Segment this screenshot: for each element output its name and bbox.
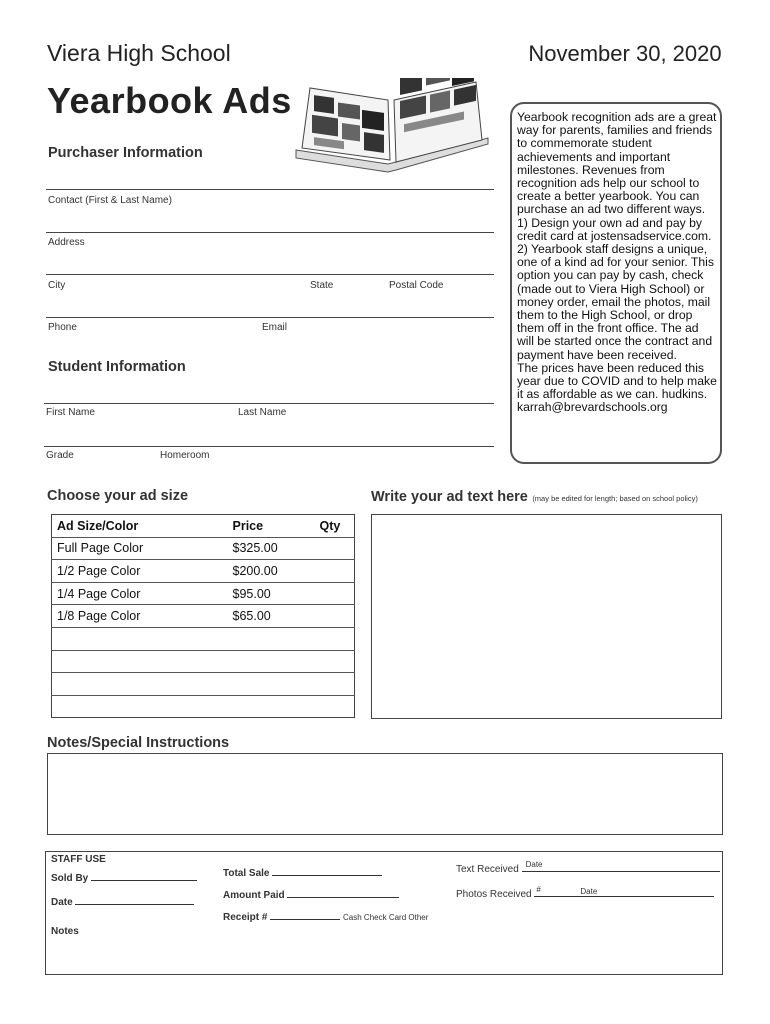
ad-size-cell: 1/8 Page Color	[52, 605, 228, 628]
staff-date-row	[51, 896, 194, 908]
photos-received-label: Photos Received	[456, 889, 532, 900]
col-header-qty: Qty	[319, 518, 341, 533]
table-header-row	[52, 515, 355, 538]
text-received-row	[456, 860, 720, 875]
price-cell: $200.00	[228, 560, 315, 583]
col-header-size: Ad Size/Color	[57, 518, 139, 533]
sold-by-field[interactable]	[91, 872, 197, 881]
address-label: Address	[48, 237, 85, 248]
amount-paid-field[interactable]	[287, 889, 399, 898]
payment-methods: Cash Check Card Other	[343, 913, 429, 922]
student-heading: Student Information	[48, 359, 186, 375]
info-paragraph-2: The prices have been reduced this year due to COVID and to help make it as affordable as we can. hudkins.	[517, 360, 717, 402]
notes-box[interactable]	[47, 753, 723, 835]
empty-cell[interactable]	[52, 695, 355, 718]
city-line[interactable]	[46, 274, 494, 275]
price-cell: $325.00	[228, 537, 315, 560]
table-row[interactable]	[52, 627, 355, 650]
phone-line[interactable]	[46, 317, 494, 318]
table-row[interactable]	[52, 560, 355, 583]
homeroom-label: Homeroom	[160, 450, 210, 461]
grade-label: Grade	[46, 450, 74, 461]
contact-line[interactable]	[46, 189, 494, 190]
table-row[interactable]	[52, 605, 355, 628]
empty-cell[interactable]	[52, 627, 355, 650]
col-header-price: Price	[232, 518, 264, 533]
table-row[interactable]	[52, 650, 355, 673]
total-sale-label: Total Sale	[223, 868, 270, 879]
first-name-label: First Name	[46, 407, 95, 418]
total-sale-row	[223, 867, 382, 879]
qty-cell[interactable]	[315, 605, 355, 628]
city-label: City	[48, 280, 66, 291]
contact-label: Contact (First & Last Name)	[48, 195, 172, 206]
grade-line[interactable]	[44, 446, 494, 447]
text-received-field[interactable]	[522, 860, 720, 872]
empty-cell[interactable]	[52, 650, 355, 673]
qty-cell[interactable]	[315, 560, 355, 583]
amount-paid-label: Amount Paid	[223, 890, 285, 901]
table-row[interactable]	[52, 582, 355, 605]
receipt-row	[223, 911, 428, 923]
ad-size-cell: Full Page Color	[52, 537, 228, 560]
postal-code-label: Postal Code	[389, 280, 444, 291]
price-cell: $95.00	[228, 582, 315, 605]
staff-use-heading: STAFF USE	[51, 854, 106, 865]
staff-date-field[interactable]	[75, 896, 194, 905]
sold-by-label: Sold By	[51, 873, 89, 884]
ad-size-heading: Choose your ad size	[47, 488, 189, 504]
price-cell: $65.00	[228, 605, 315, 628]
photos-date-label: Date	[580, 887, 598, 896]
school-name: Viera High School	[47, 40, 231, 66]
state-label: State	[310, 280, 334, 291]
table-row[interactable]	[52, 537, 355, 560]
contact-email: karrah@brevardschools.org	[517, 400, 668, 415]
staff-date-label: Date	[51, 897, 73, 908]
phone-label: Phone	[48, 322, 77, 333]
text-received-label: Text Received	[456, 864, 519, 875]
photos-received-field[interactable]	[534, 885, 714, 897]
info-text	[517, 111, 717, 415]
staff-notes-label: Notes	[51, 926, 79, 937]
student-name-line[interactable]	[44, 403, 494, 404]
ad-size-table	[51, 514, 355, 718]
ad-text-note: (may be edited for length; based on school policy)	[532, 494, 698, 503]
ad-text-heading-row	[371, 488, 698, 506]
last-name-label: Last Name	[238, 407, 287, 418]
form-date: November 30, 2020	[528, 41, 722, 66]
receipt-label: Receipt #	[223, 912, 268, 923]
photos-received-row	[456, 885, 714, 900]
ad-text-heading: Write your ad text here	[371, 489, 528, 505]
ad-text-box[interactable]	[371, 514, 722, 719]
email-label: Email	[262, 322, 288, 333]
ad-size-cell: 1/2 Page Color	[52, 560, 228, 583]
total-sale-field[interactable]	[272, 867, 382, 876]
amount-paid-row	[223, 889, 399, 901]
purchaser-heading: Purchaser Information	[48, 145, 203, 161]
info-paragraph: Yearbook recognition ads are a great way for parents, families and friends to commemorate student achievements and important milestones. Revenues from recognition ads help our school to create a better yearbook. You can purchase an ad two different ways. 1) Design your own ad and pay by credit card at jostensadservice.com. 2) Yearbook staff designs a unique, one of a kind ad for your senior. This option you can pay by cash, check (made out to Viera High School) or money order, email the photos, mail them to the High School, or drop them off in the front office. The ad will be started once the contract and payment have been received.	[517, 110, 717, 362]
ad-size-cell: 1/4 Page Color	[52, 582, 228, 605]
address-line[interactable]	[46, 232, 494, 233]
table-row[interactable]	[52, 695, 355, 718]
photos-hash-label: #	[536, 885, 541, 894]
sold-by-row	[51, 872, 197, 884]
yearbook-photo	[292, 78, 492, 174]
table-row[interactable]	[52, 673, 355, 696]
text-received-date-label: Date	[525, 860, 543, 869]
page-title: Yearbook Ads	[47, 80, 292, 121]
qty-cell[interactable]	[315, 537, 355, 560]
receipt-field[interactable]	[270, 911, 340, 920]
qty-cell[interactable]	[315, 582, 355, 605]
notes-heading: Notes/Special Instructions	[47, 735, 230, 751]
empty-cell[interactable]	[52, 673, 355, 696]
